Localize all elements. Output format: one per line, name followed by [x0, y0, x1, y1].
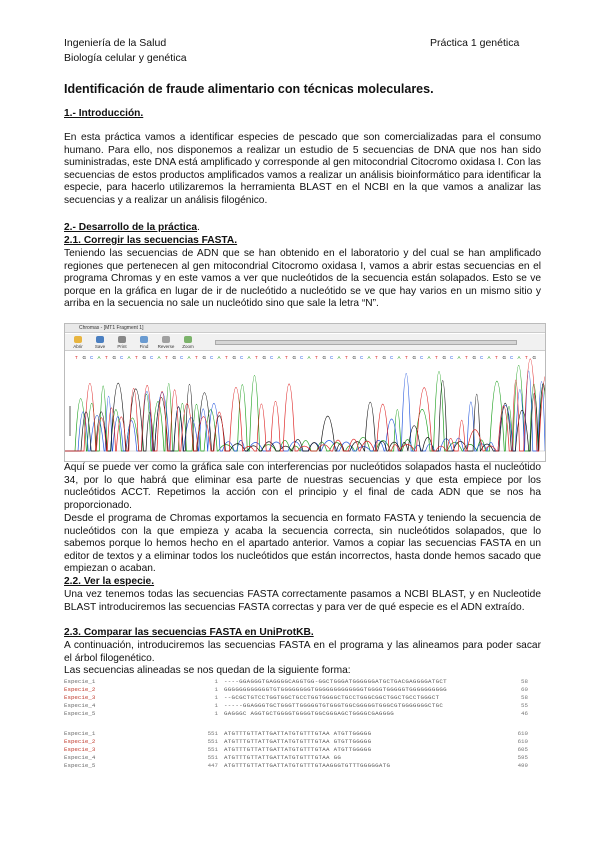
zoom-icon — [184, 336, 192, 343]
alignment-species-name: Especie_2 — [64, 738, 96, 745]
alignment-start-position: 551 — [207, 754, 218, 761]
alignment-row — [64, 730, 544, 737]
base-call-letter: T — [255, 355, 258, 360]
base-call-letter: G — [112, 355, 117, 360]
base-call-letter: C — [420, 355, 424, 360]
base-call-letter: C — [390, 355, 394, 360]
chromas-zoom-button[interactable] — [179, 336, 197, 349]
base-call-letter: A — [517, 355, 521, 360]
section-2-2-heading: 2.2. Ver la especie. — [64, 576, 155, 587]
header-institution: Ingeniería de la Salud — [64, 37, 167, 49]
base-call-letter: G — [172, 355, 177, 360]
sequence-alignment — [64, 678, 544, 768]
chromas-screenshot — [64, 323, 546, 462]
base-call-letter: G — [202, 355, 207, 360]
base-call-letter: C — [180, 355, 184, 360]
chromas-toolbar — [65, 334, 545, 351]
base-call-letter: T — [375, 355, 378, 360]
chromas-find-button[interactable] — [135, 336, 153, 349]
base-call-letter: A — [457, 355, 461, 360]
chromas-reverse-label: Reverse — [157, 344, 175, 349]
base-call-letter: G — [352, 355, 357, 360]
base-call-letter: A — [97, 355, 101, 360]
base-call-letter: C — [240, 355, 244, 360]
alignment-end-position: 499 — [517, 762, 528, 769]
document-title: Identificación de fraude alimentario con técnicas moleculares. — [64, 82, 434, 96]
base-call-letter: A — [247, 355, 251, 360]
section-2-3-heading: 2.3. Comparar las secuencias FASTA en UniProtKB. — [64, 627, 314, 638]
base-call-letter: G — [142, 355, 147, 360]
base-call-letter: C — [120, 355, 124, 360]
development-heading — [64, 222, 200, 235]
base-call-letter: T — [195, 355, 198, 360]
after-chart-paragraph-2: Desde el programa de Chromas exportamos la secuencia en formato FASTA y teniendo la secuencia de nucleótidos con la que empieza y acaba la secuencia correcta, sin nucleótidos solapados, que lo sabemos porque lo hemos hecho en el apartado anterior. Vamos a copiar las secuencias FASTA en un editor de textos y a eliminar todos los nucleótidos que están incorrectos, hasta donde hemos sacado que empiezan o acaban. — [64, 513, 541, 575]
alignment-species-name: Especie_1 — [64, 730, 96, 737]
alignment-species-name: Especie_1 — [64, 678, 96, 685]
base-call-letter: G — [472, 355, 477, 360]
base-call-letter: A — [277, 355, 281, 360]
alignment-sequence: ATGTTTGTTATTGATTATGTGTTTGTAA ATGTTGGGGG — [224, 746, 372, 753]
intro-heading: 1.- Introducción. — [64, 108, 144, 119]
alignment-sequence: ATGTTTGTTATTGATTATGTGTTTGTAA GG — [224, 754, 342, 761]
base-call-letter: C — [150, 355, 154, 360]
alignment-sequence: --GCGCTGTCCTGGTGGCTGCCTGGTGGGGCTGCCTGGGCGGCTGGCTGCCTGGGCT — [224, 694, 440, 701]
base-call-letter: A — [397, 355, 401, 360]
chromas-print-button[interactable] — [113, 336, 131, 349]
base-call-letter: C — [210, 355, 214, 360]
base-call-letter: G — [412, 355, 417, 360]
base-call-letter: T — [495, 355, 498, 360]
base-call-letter: A — [217, 355, 221, 360]
chromas-save-label: Save — [94, 344, 106, 349]
base-call-letter: T — [345, 355, 348, 360]
alignment-start-position: 1 — [214, 694, 218, 701]
alignment-sequence: ATGTTTGTTATTGATTATGTGTTTGTAAGGGTGTTTGGGGGATG — [224, 762, 391, 769]
trace-t — [65, 359, 545, 451]
alignment-row — [64, 738, 544, 745]
section-2-3-paragraph: A continuación, introduciremos las secuencias FASTA en el programa y las alineamos para poder sacar el árbol filogenético. — [64, 640, 541, 664]
alignment-row — [64, 678, 544, 685]
base-call-letter: T — [315, 355, 318, 360]
section-2-1-heading: 2.1. Corregir las secuencias FASTA. — [64, 235, 238, 246]
alignment-intro: Las secuencias alineadas se nos quedan de la siguiente forma: — [64, 665, 351, 676]
alignment-end-position: 595 — [517, 754, 528, 761]
base-call-letter: G — [382, 355, 387, 360]
alignment-species-name: Especie_3 — [64, 694, 96, 701]
base-call-letter: T — [165, 355, 168, 360]
chromas-save-button[interactable] — [91, 336, 109, 349]
after-chart-paragraph-1: Aquí se puede ver como la gráfica sale con interferencias por nucleótidos solapados hasta el nucleótido 34, por lo que habrá que eliminar esa parte de nuestras secuencias y que esta empiece por los nucleótidos ACCT. Repetimos la acción con el principio y el final de cada ADN que se nos ha proporcionado. — [64, 462, 541, 511]
alignment-species-name: Especie_4 — [64, 702, 96, 709]
alignment-end-position: 605 — [517, 746, 528, 753]
base-call-letter: T — [75, 355, 78, 360]
alignment-sequence: GGGGGGGGGGGGTGTGGGGGGGGTGGGGGGGGGGGGGTGGGGTGGGGGTGGGGGGGGGG — [224, 686, 447, 693]
base-call-letter: G — [262, 355, 267, 360]
alignment-end-position: 58 — [521, 694, 528, 701]
base-call-letter: T — [225, 355, 228, 360]
base-call-letter: T — [405, 355, 408, 360]
base-call-letter: G — [502, 355, 507, 360]
base-call-letter: C — [480, 355, 484, 360]
base-call-letter: C — [90, 355, 94, 360]
alignment-start-position: 1 — [214, 686, 218, 693]
alignment-row — [64, 762, 544, 769]
chromatogram-trace — [65, 351, 545, 461]
save-icon — [96, 336, 104, 343]
alignment-sequence: ATGTTTGTTATTGATTATGTGTTTGTAA GTGTTGGGGG — [224, 738, 372, 745]
alignment-row — [64, 754, 544, 761]
alignment-species-name: Especie_2 — [64, 686, 96, 693]
base-call-letter: A — [367, 355, 371, 360]
section-2-2-paragraph: Una vez tenemos todas las secuencias FASTA correctamente pasamos a NCBI BLAST, y en Nucleotide BLAST introduciremos las secuencias FASTA correctas y para ver de qué especie es el ADN extraído. — [64, 589, 541, 613]
alignment-end-position: 46 — [521, 710, 528, 717]
alignment-sequence: GAGGGC AGGTGCTGGGGTGGGGTGGCGGGAGCTGGGGCGAGGGG — [224, 710, 395, 717]
alignment-row — [64, 702, 544, 709]
base-call-letter: A — [127, 355, 131, 360]
intro-paragraph: En esta práctica vamos a identificar especies de pescado que son comercializadas para el consumo humano. Para ello, nos disponemos a realizar un estudio de 5 secuencias de DNA que nos han sido suministradas, este DNA está amplificado y corresponde al gen mitocondrial Citocromo oxidasa I. Con las secuencias de estos productos amplificados vamos a realizar un análisis bioinformático para identificar la especie, para hacerlo utilizaremos la herramienta BLAST en el NCBI en la que vamos a analizar las secuencias y a realizar un análisis filogénico. — [64, 132, 541, 206]
base-call-letter: T — [525, 355, 528, 360]
base-call-letter: A — [337, 355, 341, 360]
base-call-letter: G — [232, 355, 237, 360]
alignment-start-position: 551 — [207, 738, 218, 745]
alignment-start-position: 551 — [207, 746, 218, 753]
chromas-find-label: Find — [139, 344, 149, 349]
alignment-start-position: 1 — [214, 702, 218, 709]
folder-icon — [74, 336, 82, 343]
alignment-row — [64, 686, 544, 693]
base-call-letter: G — [532, 355, 537, 360]
alignment-end-position: 55 — [521, 702, 528, 709]
reverse-icon — [162, 336, 170, 343]
alignment-row — [64, 710, 544, 717]
development-heading-text: 2.- Desarrollo de la práctica — [64, 222, 198, 233]
base-call-letter: G — [442, 355, 447, 360]
alignment-start-position: 551 — [207, 730, 218, 737]
alignment-species-name: Especie_4 — [64, 754, 96, 761]
alignment-end-position: 60 — [521, 686, 528, 693]
chromas-open-label: Abrir — [73, 344, 83, 349]
chromas-print-label: Print — [117, 344, 127, 349]
alignment-start-position: 1 — [214, 710, 218, 717]
chromas-open-button[interactable] — [69, 336, 87, 349]
chromas-reverse-button[interactable] — [157, 336, 175, 349]
print-icon — [118, 336, 126, 343]
alignment-sequence: -----GGAGGGTGCTGGGTTGGGGGTGTGGGTGGCGGGGGTGGGCGTGGGGGGGCTGC — [224, 702, 444, 709]
base-call-letter: C — [330, 355, 334, 360]
header-course: Biología celular y genética — [64, 52, 187, 64]
alignment-row — [64, 694, 544, 701]
base-call-letter: C — [360, 355, 364, 360]
chromas-zoom-label: Zoom — [182, 344, 194, 349]
alignment-species-name: Especie_5 — [64, 762, 96, 769]
header-practice: Práctica 1 genética — [430, 37, 520, 49]
base-call-letter: C — [270, 355, 274, 360]
alignment-start-position: 447 — [207, 762, 218, 769]
chromas-window-title: Chromas - [MT1 Fragment 1] — [65, 324, 545, 333]
base-call-letter: G — [82, 355, 87, 360]
base-call-letter: A — [307, 355, 311, 360]
base-call-letter: A — [487, 355, 491, 360]
base-call-letter: T — [465, 355, 468, 360]
base-call-letter: T — [435, 355, 438, 360]
base-call-letter: C — [510, 355, 514, 360]
trace-c — [65, 371, 545, 451]
alignment-end-position: 610 — [517, 738, 528, 745]
alignment-species-name: Especie_5 — [64, 710, 96, 717]
alignment-species-name: Especie_3 — [64, 746, 96, 753]
section-2-1-paragraph: Teniendo las secuencias de ADN que se han obtenido en el laboratorio y del cual se han amplificado regiones que pertenecen al gen mitocondrial Citocromo oxidasa I, vamos a abrir estas secuencias en el programa Chromas y en este vamos a ver que nucleótidos de la secuencia están solapados. Esto se ve porque en la gráfica en lugar de ir de nucleótido a nucleótido se ve que hay varios en un mismo sitio y arriba en la secuencia no sale un nucleótido sino que sale la letra “N”. — [64, 248, 541, 310]
find-icon — [140, 336, 148, 343]
base-call-letter: T — [105, 355, 108, 360]
base-call-letter: C — [300, 355, 304, 360]
base-call-letter: T — [135, 355, 138, 360]
base-call-letter: G — [322, 355, 327, 360]
trace-a — [65, 365, 545, 451]
alignment-end-position: 610 — [517, 730, 528, 737]
chromas-position-slider[interactable] — [215, 340, 517, 345]
alignment-row — [64, 746, 544, 753]
base-call-letter: A — [427, 355, 431, 360]
alignment-end-position: 58 — [521, 678, 528, 685]
alignment-sequence: ATGTTTGTTATTGATTATGTGTTTGTAA ATGTTGGGGG — [224, 730, 372, 737]
base-call-letter: T — [285, 355, 288, 360]
base-call-letter: A — [187, 355, 191, 360]
base-call-letter: G — [292, 355, 297, 360]
alignment-start-position: 1 — [214, 678, 218, 685]
development-heading-dot: . — [197, 222, 200, 233]
alignment-sequence: ----GGAGGGTGAGGGGCAGGTGG-GGCTGGGATGGGGGGATGCTGACGAGGGGATGCT — [224, 678, 447, 685]
base-call-letter: A — [157, 355, 161, 360]
base-call-letter: C — [450, 355, 454, 360]
